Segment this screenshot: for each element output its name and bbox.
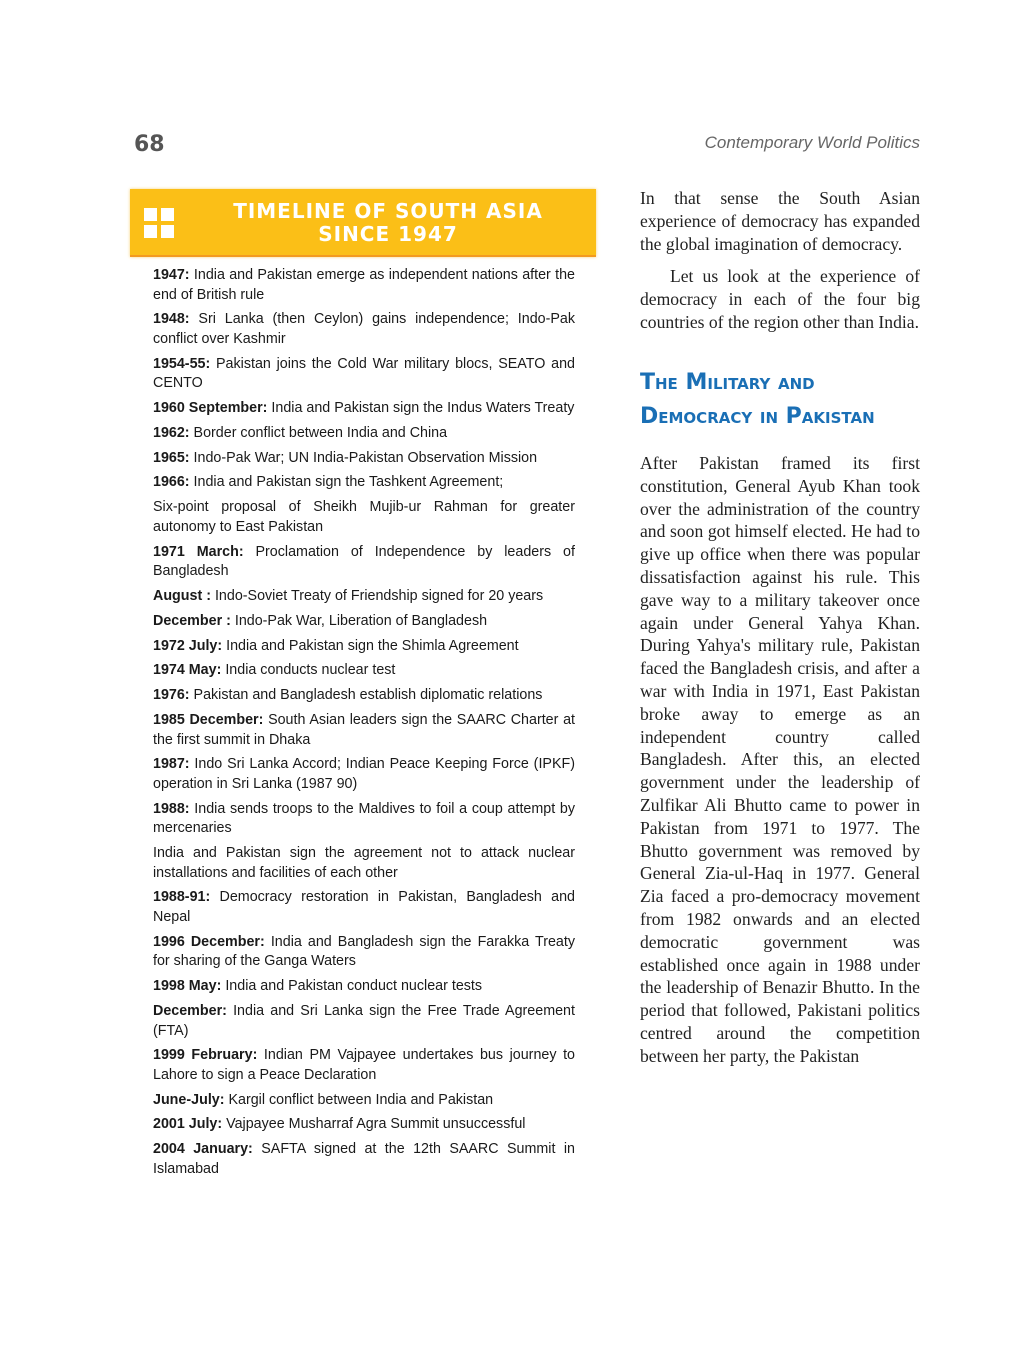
timeline-entry <box>153 844 575 883</box>
timeline-entry <box>153 686 575 706</box>
timeline-entry-date: 2004 January: <box>153 1141 253 1158</box>
timeline-entry-text: Indo-Pak War; UN India-Pakistan Observation Mission <box>189 449 538 466</box>
section-title-line2: Democracy in Pakistan <box>640 404 875 429</box>
timeline-title-line1: TIMELINE OF SOUTH ASIA <box>233 199 543 223</box>
timeline-entry <box>153 424 575 444</box>
timeline-entry <box>153 1115 575 1135</box>
timeline-title <box>190 200 586 246</box>
timeline-entry-date: 1965: <box>153 449 190 466</box>
timeline-entry <box>153 612 575 632</box>
timeline-entry-date: 1974 May: <box>153 662 222 679</box>
timeline-entry <box>153 933 575 972</box>
timeline-entry-text: Six-point proposal of Sheikh Mujib-ur Rahman for greater autonomy to East Pakistan <box>153 499 575 535</box>
timeline-entry-text: Pakistan and Bangladesh establish diplomatic relations <box>189 687 543 704</box>
paragraph: In that sense the South Asian experience of democracy has expanded the global imagination of democracy. <box>640 188 920 254</box>
plus-icon <box>144 208 174 238</box>
timeline-box-header <box>130 189 596 257</box>
timeline-entry <box>153 266 575 305</box>
timeline-entry-text: Indo-Soviet Treaty of Friendship signed for 20 years <box>210 588 544 604</box>
timeline-entry <box>153 473 575 493</box>
timeline-entry-text: Border conflict between India and China <box>189 424 448 441</box>
timeline-title-line2: SINCE 1947 <box>318 222 458 246</box>
timeline-entry-date: 1999 February: <box>153 1047 258 1064</box>
timeline-entry-text: Indo Sri Lanka Accord; Indian Peace Keeping Force (IPKF) operation in Sri Lanka (1987 90) <box>153 756 575 792</box>
timeline-entry-text: Vajpayee Musharraf Agra Summit unsuccessful <box>222 1116 526 1133</box>
timeline-entry <box>153 1140 575 1179</box>
timeline-entry-date: August : <box>153 588 211 604</box>
timeline-entry <box>153 1046 575 1085</box>
timeline-entry-text: India conducts nuclear test <box>221 662 396 679</box>
timeline-entry <box>153 498 575 537</box>
timeline-entry-text: Indo-Pak War, Liberation of Bangladesh <box>230 612 488 629</box>
timeline-entry-text: Proclamation of Independence by leaders of Bangladesh <box>153 543 575 580</box>
timeline-entry <box>153 543 575 582</box>
section-title-line1: The Military and <box>640 370 815 395</box>
timeline-entry <box>153 711 575 750</box>
timeline-entry-text: Pakistan joins the Cold War military blocs, SEATO and CENTO <box>153 355 575 392</box>
timeline-entry-date: 1987: <box>153 756 190 773</box>
timeline-entry <box>153 399 575 419</box>
timeline-entry <box>153 310 575 349</box>
timeline-entry-text: Democracy restoration in Pakistan, Bangladesh and Nepal <box>153 889 575 925</box>
timeline-entry-date: December : <box>153 612 231 629</box>
timeline-entry-date: 1947: <box>153 267 190 283</box>
timeline-entry <box>153 755 575 794</box>
timeline-list <box>153 266 575 1185</box>
timeline-entry-date: 1948: <box>153 311 190 328</box>
timeline-entry-text: Indian PM Vajpayee undertakes bus journey to Lahore to sign a Peace Declaration <box>153 1047 575 1083</box>
timeline-entry-date: 2001 July: <box>153 1116 223 1133</box>
timeline-entry-date: 1971 March: <box>153 543 244 560</box>
timeline-entry-date: 1988: <box>153 800 190 817</box>
section-title <box>640 366 920 434</box>
timeline-entry-date: 1985 December: <box>153 711 264 728</box>
paragraph: After Pakistan framed its first constitution, General Ayub Khan took over the administration of the country and soon got himself elected. He had to give up office when there was popular dissatisfaction against his rule. This gave way to a military takeover once again under General Yahya Khan. During Yahya's military rule, Pakistan faced the Bangladesh crisis, and after a war with India in 1971, East Pakistan broke away to emerge as an independent country called Bangladesh. After this, an elected government under the leadership of Zulfikar Ali Bhutto came to power in Pakistan from 1971 to 1977. The Bhutto government was removed by General Zia-ul-Haq in 1977. General Zia faced a pro-democracy movement from 1982 onwards and an elected democratic government was established once again in 1988 under the leadership of Benazir Bhutto. In the period that followed, Pakistani politics centred around the competition between her party, the Pakistan <box>640 453 920 1066</box>
timeline-entry-date: 1966: <box>153 474 190 491</box>
timeline-entry-text: India and Pakistan conduct nuclear tests <box>221 978 483 995</box>
timeline-entry <box>153 587 575 607</box>
timeline-entry-date: 1976: <box>153 687 190 704</box>
timeline-entry <box>153 800 575 839</box>
timeline-entry-date: 1998 May: <box>153 978 222 995</box>
timeline-entry-text: SAFTA signed at the 12th SAARC Summit in Islamabad <box>153 1141 576 1177</box>
timeline-entry-date: 1988-91: <box>153 889 211 906</box>
timeline-entry <box>153 1002 575 1041</box>
running-head: Contemporary World Politics <box>704 133 920 152</box>
timeline-entry-date: 1962: <box>153 424 190 441</box>
timeline-entry-date: December: <box>153 1002 227 1019</box>
timeline-entry-date: 1954-55: <box>153 355 211 372</box>
timeline-entry-text: India and Sri Lanka sign the Free Trade Agreement (FTA) <box>153 1002 575 1039</box>
timeline-entry <box>153 1091 575 1111</box>
timeline-entry-text: India and Pakistan sign the Shimla Agreement <box>222 637 519 654</box>
paragraph: Let us look at the experience of democracy in each of the four big countries of the region other than India. <box>640 266 920 332</box>
timeline-entry-text: South Asian leaders sign the SAARC Charter at the first summit in Dhaka <box>153 711 575 748</box>
timeline-entry-text: India and Bangladesh sign the Farakka Treaty for sharing of the Ganga Waters <box>153 933 575 970</box>
page-number: 68 <box>134 132 165 157</box>
timeline-entry <box>153 637 575 657</box>
timeline-entry-text: India sends troops to the Maldives to foil a coup attempt by mercenaries <box>153 800 575 837</box>
timeline-entry-date: June-July: <box>153 1091 225 1108</box>
timeline-entry <box>153 449 575 469</box>
timeline-entry-text: India and Pakistan sign the Tashkent Agreement; <box>189 474 504 491</box>
timeline-entry-text: India and Pakistan emerge as independent nations after the end of British rule <box>153 267 575 303</box>
timeline-entry-text: India and Pakistan sign the Indus Waters Treaty <box>267 400 575 417</box>
timeline-entry-text: India and Pakistan sign the agreement not to attack nuclear installations and facilities of each other <box>153 845 575 881</box>
timeline-entry-date: 1996 December: <box>153 933 265 950</box>
timeline-entry-text: Sri Lanka (then Ceylon) gains independence; Indo-Pak conflict over Kashmir <box>153 311 575 347</box>
timeline-entry <box>153 888 575 927</box>
timeline-entry <box>153 977 575 997</box>
timeline-entry <box>153 355 575 394</box>
timeline-entry <box>153 661 575 681</box>
timeline-entry-date: 1960 September: <box>153 400 268 417</box>
timeline-entry-text: Kargil conflict between India and Pakistan <box>224 1091 494 1108</box>
main-text-column <box>640 187 920 1077</box>
timeline-entry-date: 1972 July: <box>153 637 223 654</box>
